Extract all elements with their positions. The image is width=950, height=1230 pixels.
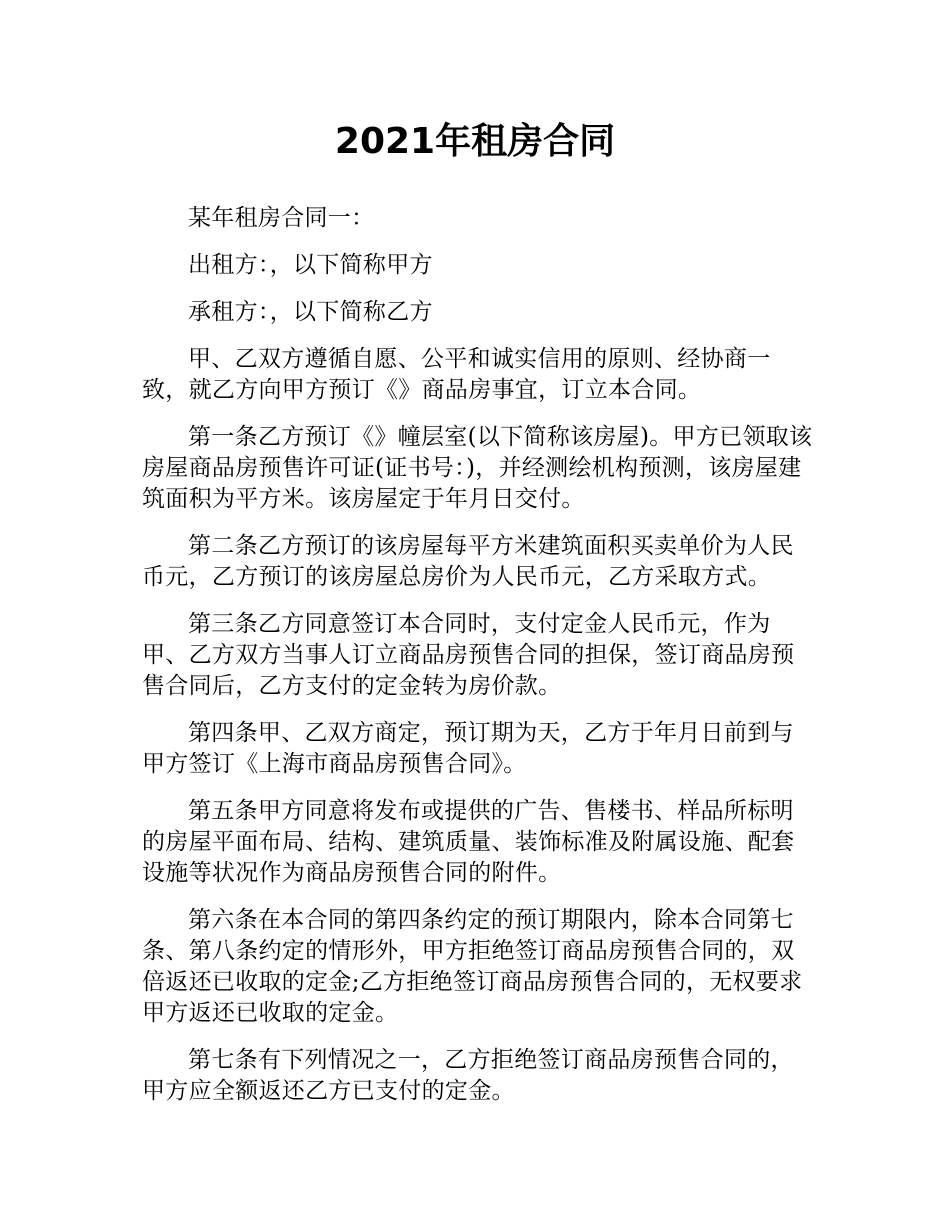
paragraph-article-6: 第六条在本合同的第四条约定的预订期限内，除本合同第七条、第八条约定的情形外，甲方拒绝签订商品房预售合同的，双倍返还已收取的定金;乙方拒绝签订商品房预售合同的，无权要求甲方返还已收取的定金。	[142, 907, 803, 1026]
paragraph-intro: 某年租房合同一：	[188, 205, 375, 231]
document-title: 2021年租房合同	[334, 121, 616, 162]
paragraph-lessor: 出租方：，以下简称甲方	[188, 252, 433, 278]
paragraph-article-3: 第三条乙方同意签订本合同时，支付定金人民币元，作为甲、乙方双方当事人订立商品房预售合同的担保，签订商品房预售合同后，乙方支付的定金转为房价款。	[142, 611, 795, 699]
paragraph-article-7: 第七条有下列情况之一，乙方拒绝签订商品房预售合同的，甲方应全额返还乙方已支付的定金。	[142, 1047, 794, 1104]
paragraph-article-5: 第五条甲方同意将发布或提供的广告、售楼书、样品所标明的房屋平面布局、结构、建筑质量、装饰标准及附属设施、配套设施等状况作为商品房预售合同的附件。	[142, 798, 795, 886]
paragraph-article-1: 第一条乙方预订《》幢层室(以下简称该房屋)。甲方已领取该房屋商品房预售许可证(证书号：)，并经测绘机构预测，该房屋建筑面积为平方米。该房屋定于年月日交付。	[142, 424, 813, 512]
paragraph-article-2: 第二条乙方预订的该房屋每平方米建筑面积买卖单价为人民币元，乙方预订的该房屋总房价为人民币元，乙方采取方式。	[142, 533, 794, 590]
paragraph-article-4: 第四条甲、乙双方商定，预订期为天，乙方于年月日前到与甲方签订《上海市商品房预售合同》。	[142, 720, 794, 777]
paragraph-lessee: 承租方：，以下简称乙方	[188, 299, 433, 325]
document-body	[142, 203, 814, 1123]
paragraph-preamble: 甲、乙双方遵循自愿、公平和诚实信用的原则、经协商一致，就乙方向甲方预订《》商品房事宜，订立本合同。	[142, 346, 771, 403]
